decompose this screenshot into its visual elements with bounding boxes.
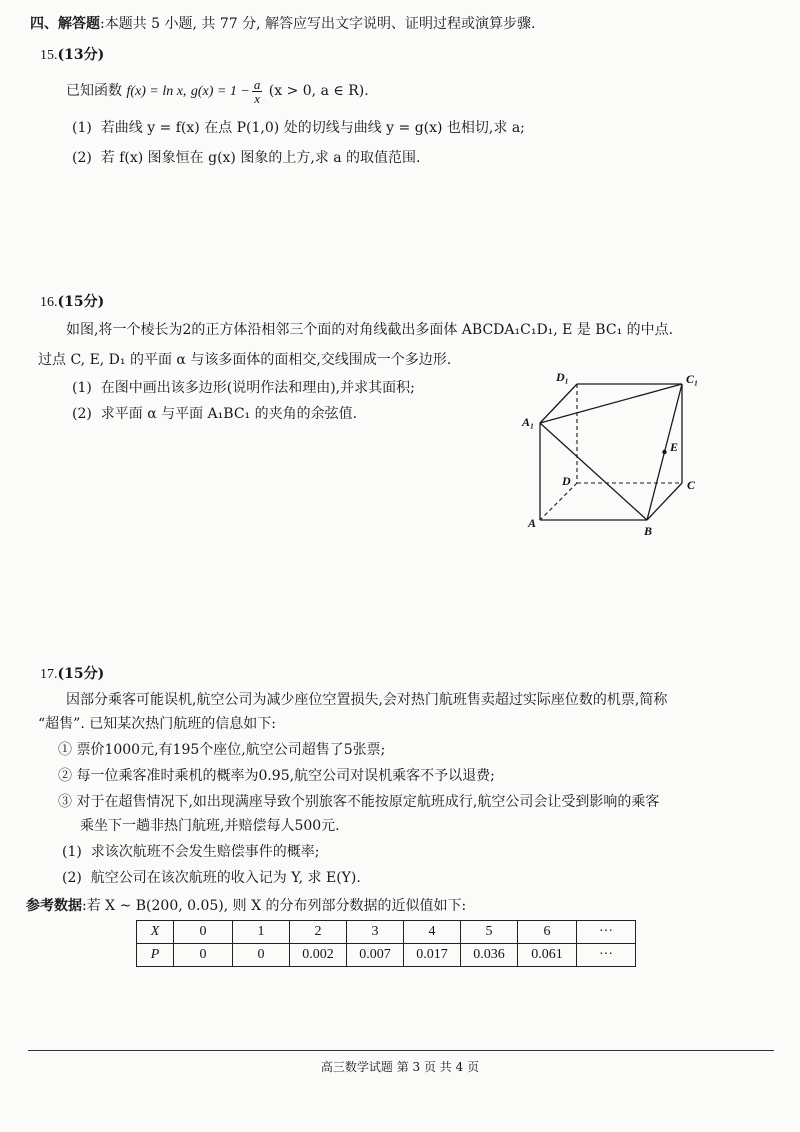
label-A1: A₁ [522, 415, 535, 429]
table-cell: 1 [233, 921, 290, 944]
q17-item3-text-a: 对于在超售情况下,如出现满座导致个别旅客不能按原定航班成行,航空公司会让受到影响的乘客 [76, 794, 660, 810]
q15-part1-label: (1) [72, 120, 92, 136]
label-E: E [670, 440, 679, 454]
q15-part2 [72, 148, 420, 168]
q17-intro1: 因部分乘客可能误机,航空公司为减少座位空置损失,会对热门航班售卖超过实际座位数的机票,简称 [66, 692, 668, 708]
q15-part1-text: 若曲线 y = f(x) 在点 P(1,0) 处的切线与曲线 y = g(x) 也相切,求 a; [100, 120, 525, 136]
q15-condition: (x > 0, a ∈ R). [268, 83, 369, 99]
table-cell: 0.002 [290, 944, 347, 967]
q16-part2-text: 求平面 α 与平面 A₁BC₁ 的夹角的余弦值. [100, 406, 358, 422]
table-cell: 0.017 [404, 944, 461, 967]
q15-part2-label: (2) [72, 150, 92, 166]
q17-item3 [58, 792, 659, 812]
q17-intro2: “超售”. 已知某次热门航班的信息如下: [38, 716, 276, 732]
section-header [30, 14, 536, 34]
q15-intro [66, 76, 369, 107]
table-cell: 6 [518, 921, 577, 944]
label-C1: C₁ [686, 372, 699, 386]
point-E [662, 450, 666, 454]
q17-item3-mark: ③ [58, 794, 72, 810]
q15-frac-den: x [254, 90, 260, 106]
q17-item2-text: 每一位乘客准时乘机的概率为0.95,航空公司对误机乘客不予以退费; [76, 768, 495, 784]
table-cell: 4 [404, 921, 461, 944]
label-D1: D₁ [556, 370, 569, 384]
footer-divider [28, 1050, 774, 1051]
q17-item3-cont: 乘坐下一趟非热门航班,并赔偿每人500元. [80, 818, 340, 834]
label-A: A [528, 516, 537, 530]
q15-intro-text: 已知函数 [66, 83, 122, 99]
q17-part1 [62, 842, 319, 862]
page-footer: 高三数学试题 第 3 页 共 4 页 [320, 1060, 480, 1074]
q17-item1 [58, 740, 385, 760]
q17-item2-mark: ② [58, 768, 72, 784]
section-title: 四、解答题 [30, 16, 100, 32]
q15-number: 15. [40, 48, 58, 63]
table-cell: 5 [461, 921, 518, 944]
q15-function-g: g(x) = 1 − [190, 84, 250, 99]
q17-reference [26, 896, 466, 916]
q17-item1-mark: ① [58, 742, 72, 758]
q16-score: (15分) [57, 294, 105, 310]
q16-number: 16. [40, 295, 58, 310]
polyhedron-figure [510, 365, 710, 540]
table-row-p [137, 944, 636, 967]
q17-number: 17. [40, 667, 58, 682]
q17-part2 [62, 868, 361, 888]
polyhedron-diagram [510, 365, 710, 540]
table-cell: 0 [174, 944, 233, 967]
table-cell: 0 [174, 921, 233, 944]
q15-score: (13分) [57, 47, 105, 63]
q16-part2-label: (2) [72, 406, 92, 422]
edge-D-A-hidden [540, 483, 577, 520]
table-cell: ··· [577, 944, 636, 967]
table-cell: 2 [290, 921, 347, 944]
q17-item2 [58, 766, 495, 786]
label-C: C [687, 478, 696, 492]
q17-item1-text: 票价1000元,有195个座位,航空公司超售了5张票; [76, 742, 386, 758]
q17-part1-label: (1) [62, 844, 82, 860]
distribution-table [136, 920, 636, 967]
q15-fraction [252, 78, 263, 105]
q15-part1 [72, 118, 525, 138]
q15-header [40, 45, 104, 66]
q17-header [40, 664, 104, 685]
q16-line1: 如图,将一个棱长为2的正方体沿相邻三个面的对角线截出多面体 ABCDA₁C₁D₁, E 是 BC₁ 的中点. [66, 322, 674, 338]
table-cell: ··· [577, 921, 636, 944]
table-row-x [137, 921, 636, 944]
q17-reference-title: 参考数据 [26, 898, 82, 914]
label-D: D [562, 474, 571, 488]
q17-part2-text: 航空公司在该次航班的收入记为 Y, 求 E(Y). [90, 870, 361, 886]
q17-part2-label: (2) [62, 870, 82, 886]
table-cell: 0.036 [461, 944, 518, 967]
q16-header [40, 292, 104, 313]
q15-part2-text: 若 f(x) 图象恒在 g(x) 图象的上方,求 a 的取值范围. [100, 150, 421, 166]
q15-function-f: f(x) = ln x, [126, 84, 187, 99]
table-cell: 0.007 [347, 944, 404, 967]
q16-part1 [72, 378, 415, 398]
table-cell: 0 [233, 944, 290, 967]
edge-A1-B [540, 423, 647, 520]
q15-frac-num: a [253, 76, 261, 92]
q16-part1-text: 在图中画出该多边形(说明作法和理由),并求其面积; [100, 380, 415, 396]
q16-part2 [72, 404, 357, 424]
table-cell: 3 [347, 921, 404, 944]
section-instruction: :本题共 5 小题, 共 77 分, 解答应写出文字说明、证明过程或演算步骤. [100, 16, 536, 32]
q17-part1-text: 求该次航班不会发生赔偿事件的概率; [90, 844, 320, 860]
q16-part1-label: (1) [72, 380, 92, 396]
edge-D1-A1 [540, 384, 577, 423]
q17-reference-text: :若 X ~ B(200, 0.05), 则 X 的分布列部分数据的近似值如下: [82, 898, 467, 914]
q17-score: (15分) [57, 666, 105, 682]
table-cell: 0.061 [518, 944, 577, 967]
table-cell-p-label: P [137, 944, 174, 967]
label-B: B [644, 524, 653, 538]
table-cell-x-label: X [137, 921, 174, 944]
q16-line2: 过点 C, E, D₁ 的平面 α 与该多面体的面相交,交线围成一个多边形. [38, 352, 452, 368]
edge-A1-C1 [540, 384, 682, 423]
